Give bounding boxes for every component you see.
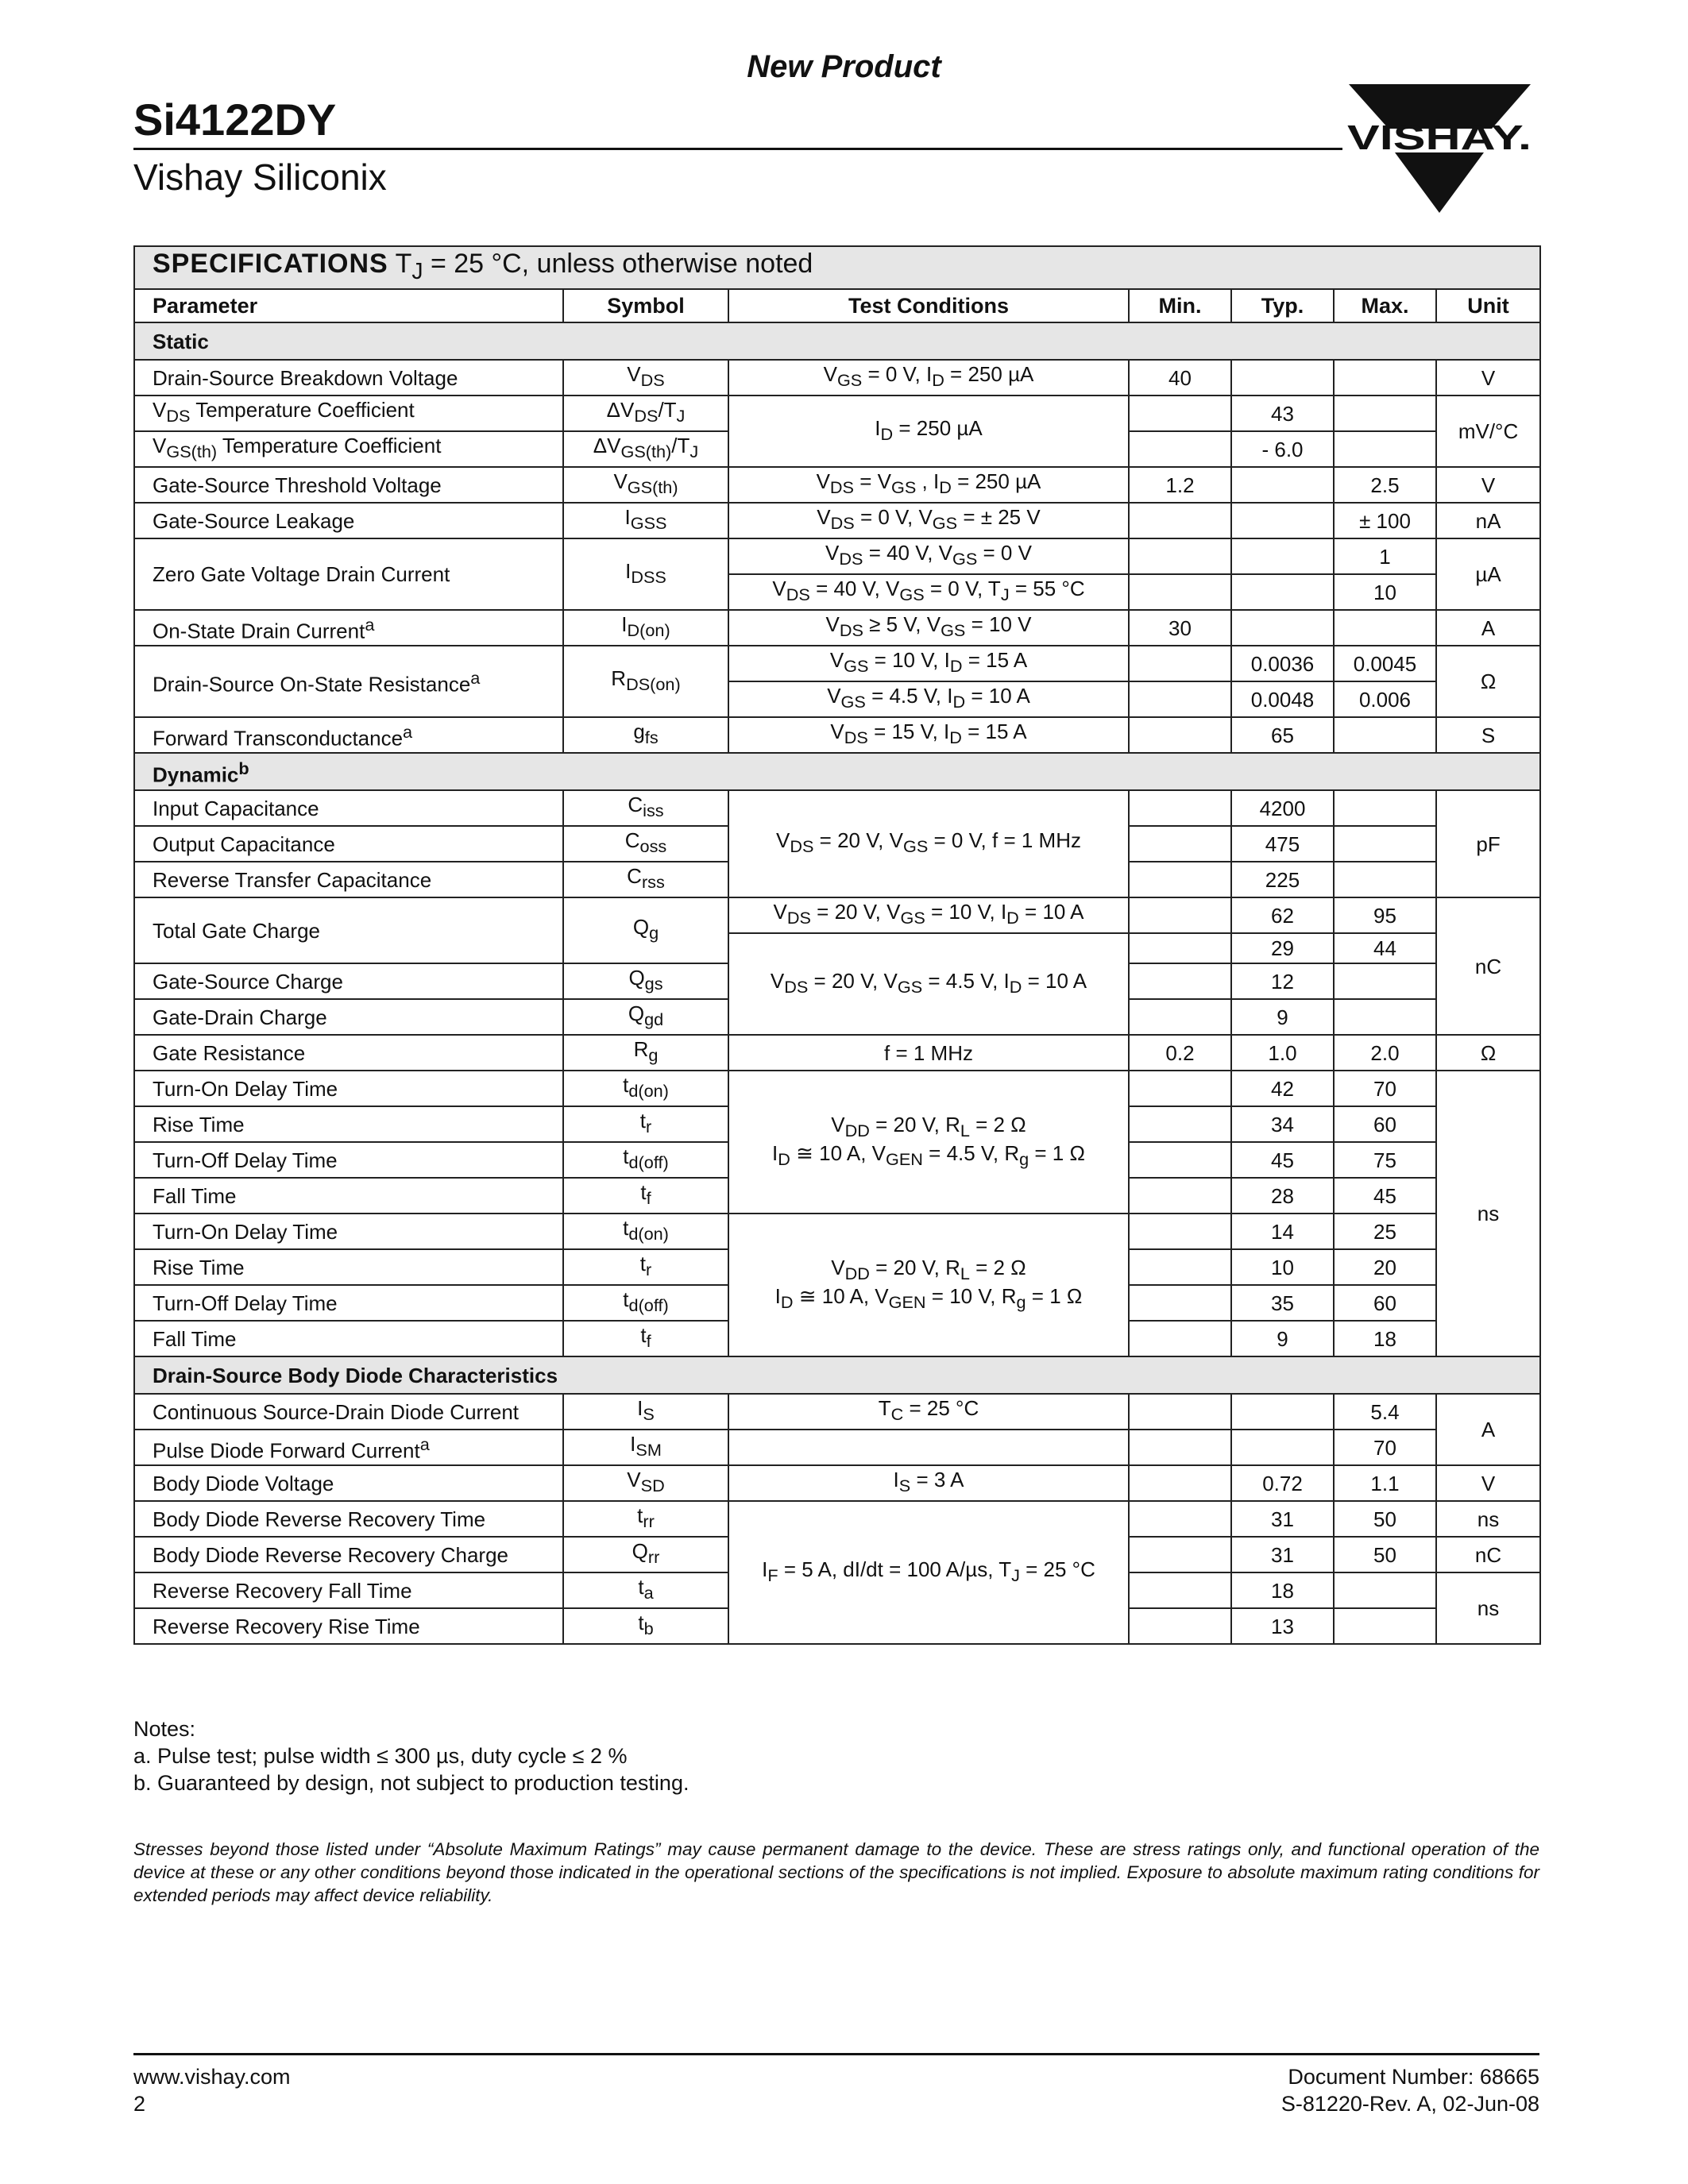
notes-block — [133, 1715, 689, 1796]
table-row: Turn-Off Delay Time $t_{d(off)}$ 45 75 — [134, 1142, 1540, 1178]
new-product-label: New Product — [747, 49, 941, 84]
table-row: Zero Gate Voltage Drain Current $I_{DSS}$ $V_{DS} = 40$ V, $V_{GS} = 0$ V 1 µA — [134, 538, 1540, 574]
document-number: Document Number: 68665 — [1288, 2065, 1539, 2089]
table-row: Turn-Off Delay Time $t_{d(off)}$ 35 60 — [134, 1285, 1540, 1321]
table-row: Gate-Drain Charge $Q_{gd}$ 9 — [134, 999, 1540, 1035]
column-header-unit: Unit — [1436, 289, 1540, 322]
table-row: $V_{DS}$ Temperature Coefficient $\Delta V_{DS}/T_J$ $I_D = 250$ µA 43 mV/°C — [134, 396, 1540, 431]
table-row: Gate-Source Leakage $I_{GSS}$ $V_{DS} = 0$ V, $V_{GS}$ = ± 25 V ± 100 nA — [134, 503, 1540, 538]
section-header-body-diode: Drain-Source Body Diode Characteristics — [134, 1356, 1540, 1394]
table-row: Reverse Transfer Capacitance $C_{rss}$ 225 — [134, 862, 1540, 897]
table-row: Fall Time $t_f$ 9 18 — [134, 1321, 1540, 1356]
section-header-dynamic: Dynamic$^b$ — [134, 753, 1540, 790]
table-row: Gate-Source Charge $Q_{gs}$ 12 — [134, 963, 1540, 999]
column-header-min: Min. — [1129, 289, 1231, 322]
table-row: Gate-Source Threshold Voltage $V_{GS(th)}$ $V_{DS} = V_{GS}$ , $I_D = 250$ µA 1.2 2.5 V — [134, 467, 1540, 503]
table-row: Turn-On Delay Time $t_{d(on)}$ $V_{DD} = 20$ V, $R_L = 2$ Ω $I_D$ ≅ 10 A, $V_{GEN} = 4.5$ V, $R_g = 1$ Ω 42 70 ns — [134, 1071, 1540, 1106]
company-name: Vishay Siliconix — [133, 156, 387, 198]
table-row: Fall Time $t_f$ 28 45 — [134, 1178, 1540, 1214]
column-header-test-conditions: Test Conditions — [728, 289, 1129, 322]
table-row: Continuous Source-Drain Diode Current $I_S$ $T_C = 25$ °C 5.4 A — [134, 1394, 1540, 1430]
table-row: Forward Transconductance$^a$ $g_{fs}$ $V_{DS} = 15$ V, $I_D = 15$ A 65 S — [134, 717, 1540, 753]
page-number: 2 — [133, 2092, 146, 2116]
table-row: Reverse Recovery Fall Time $t_a$ 18 ns — [134, 1572, 1540, 1608]
table-row: Pulse Diode Forward Current$^a$ $I_{SM}$ 70 — [134, 1430, 1540, 1465]
website-link[interactable]: www.vishay.com — [133, 2065, 291, 2089]
table-row: $V_{DS} = 20$ V, $V_{GS} = 4.5$ V, $I_D = 10$ A 29 44 — [134, 933, 1540, 963]
notes-heading: Notes: — [133, 1717, 196, 1741]
column-header-parameter: Parameter — [134, 289, 563, 322]
table-row: $V_{GS(th)}$ Temperature Coefficient $\Delta V_{GS(th)}/T_J$ - 6.0 — [134, 431, 1540, 467]
footer-divider — [133, 2053, 1539, 2055]
table-row: $V_{GS} = 4.5$ V, $I_D = 10$ A 0.0048 0.006 — [134, 681, 1540, 717]
column-header-typ: Typ. — [1231, 289, 1334, 322]
specifications-table — [133, 245, 1541, 1645]
vishay-logo — [1342, 83, 1537, 218]
part-number-title: Si4122DY — [133, 95, 337, 145]
table-row: Body Diode Voltage $V_{SD}$ $I_S = 3$ A 0.72 1.1 V — [134, 1465, 1540, 1501]
note-a: a. Pulse test; pulse width ≤ 300 µs, duty cycle ≤ 2 % — [133, 1744, 628, 1768]
table-row: Input Capacitance $C_{iss}$ $V_{DS} = 20$ V, $V_{GS} = 0$ V, f = 1 MHz 4200 pF — [134, 790, 1540, 826]
table-row: Rise Time $t_r$ 10 20 — [134, 1249, 1540, 1285]
table-header-row — [134, 289, 1540, 322]
footer-left — [133, 2063, 291, 2117]
table-row: Body Diode Reverse Recovery Time $t_{rr}$ $I_F = 5$ A, dI/dt = 100 A/µs, $T_J = 25$ °C 31 50 ns — [134, 1501, 1540, 1537]
column-header-max: Max. — [1334, 289, 1436, 322]
table-row: Total Gate Charge $Q_g$ $V_{DS} = 20$ V, $V_{GS} = 10$ V, $I_D = 10$ A 62 95 nC — [134, 897, 1540, 933]
note-b: b. Guaranteed by design, not subject to production testing. — [133, 1771, 689, 1795]
revision-date: S-81220-Rev. A, 02-Jun-08 — [1280, 2092, 1539, 2116]
header-divider — [133, 148, 1342, 150]
table-row: Turn-On Delay Time $t_{d(on)}$ $V_{DD} = 20$ V, $R_L = 2$ Ω $I_D$ ≅ 10 A, $V_{GEN} = 10$ V, $R_g = 1$ Ω 14 25 — [134, 1214, 1540, 1249]
section-header-static: Static — [134, 322, 1540, 360]
table-row: Gate Resistance $R_g$ f = 1 MHz 0.2 1.0 2.0 Ω — [134, 1035, 1540, 1071]
column-header-symbol: Symbol — [563, 289, 728, 322]
table-row: Rise Time $t_r$ 34 60 — [134, 1106, 1540, 1142]
table-row: Reverse Recovery Rise Time $t_b$ 13 — [134, 1608, 1540, 1644]
stress-disclaimer: Stresses beyond those listed under “Absolute Maximum Ratings” may cause permanent damage to the device. These are stress ratings only, and functional operation of the device at these or any other conditions beyond those indicated in the operational sections of the specifications is not implied. Exposure to absolute maximum rating conditions for extended periods may affect device reliability. — [133, 1839, 1539, 1905]
table-row: Drain-Source Breakdown Voltage $V_{DS}$ $V_{GS} = 0$ V, $I_D = 250$ µA 40 V — [134, 360, 1540, 396]
table-row: $V_{DS} = 40$ V, $V_{GS} = 0$ V, $T_J = 55$ °C 10 — [134, 574, 1540, 610]
footer-right — [1281, 2063, 1539, 2117]
table-row: Output Capacitance $C_{oss}$ 475 — [134, 826, 1540, 862]
table-title: SPECIFICATIONS $T_J = 25$ °C, unless otherwise noted — [134, 246, 1540, 289]
table-row: Drain-Source On-State Resistance$^a$ $R_{DS(on)}$ $V_{GS} = 10$ V, $I_D = 15$ A 0.0036 0.0045 Ω — [134, 646, 1540, 681]
table-row: Body Diode Reverse Recovery Charge $Q_{rr}$ 31 50 nC — [134, 1537, 1540, 1572]
table-row: On-State Drain Current$^a$ $I_{D(on)}$ $V_{DS} \ge 5$ V, $V_{GS} = 10$ V 30 A — [134, 610, 1540, 646]
svg-text:VISHAY.: VISHAY. — [1347, 118, 1532, 157]
